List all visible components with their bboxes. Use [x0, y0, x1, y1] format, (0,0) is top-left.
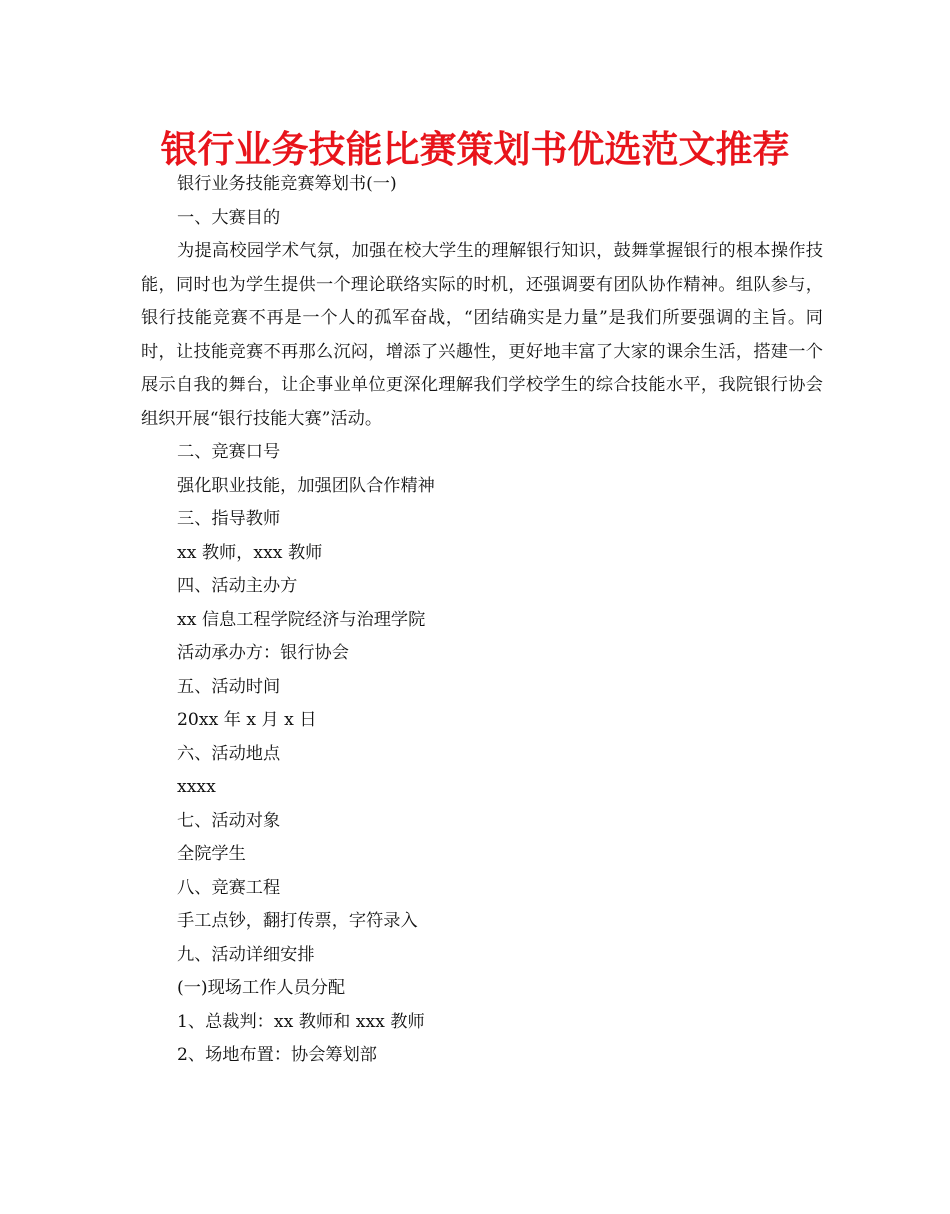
section-heading-purpose: 一、大赛目的	[177, 207, 281, 228]
section-text-slogan: 强化职业技能，加强团队合作精神	[177, 475, 435, 496]
section-text-audience: 全院学生	[177, 844, 246, 864]
section-text-instructors: xx 教师，xxx 教师	[177, 542, 323, 563]
section-heading-audience: 七、活动对象	[177, 810, 281, 831]
section-text-organizer: xx 信息工程学院经济与治理学院	[177, 609, 426, 630]
section-text-time: 20xx 年 x 月 x 日	[177, 710, 317, 730]
section-text-venue: xxxx	[177, 777, 216, 797]
section-heading-slogan: 二、竞赛口号	[177, 442, 281, 462]
section-text-events: 手工点钞，翻打传票，字符录入	[177, 911, 418, 931]
section-heading-schedule: 九、活动详细安排	[177, 944, 315, 965]
section-heading-venue: 六、活动地点	[177, 743, 281, 764]
list-item-venue-setup: 2、场地布置：协会筹划部	[177, 1045, 377, 1065]
document-subtitle: 银行业务技能竞赛筹划书(一)	[177, 174, 397, 194]
document-body	[141, 168, 823, 1073]
section-heading-organizer: 四、活动主办方	[177, 576, 298, 596]
section-heading-events: 八、竞赛工程	[177, 877, 281, 898]
section-subheading-staff: (一)现场工作人员分配	[177, 978, 346, 998]
section-text-co-organizer: 活动承办方：银行协会	[177, 643, 349, 663]
section-heading-instructors: 三、指导教师	[177, 509, 281, 529]
list-item-referee: 1、总裁判：xx 教师和 xxx 教师	[177, 1011, 425, 1032]
section-paragraph-purpose: 为提高校园学术气氛，加强在校大学生的理解银行知识，鼓舞掌握银行的根本操作技能，同时也为学生提供一个理论联络实际的时机，还强调要有团队协作精神。组队参与，银行技能竞赛不再是一个人的孤军奋战，“团结确实是力量”是我们所要强调的主旨。同时，让技能竞赛不再那么沉闷，增添了兴趣性，更好地丰富了大家的课余生活，搭建一个展示自我的舞台，让企事业单位更深化理解我们学校学生的综合技能水平，我院银行协会组织开展“银行技能大赛”活动。	[141, 241, 823, 429]
section-heading-time: 五、活动时间	[177, 676, 281, 697]
document-title: 银行业务技能比赛策划书优选范文推荐	[160, 128, 790, 171]
